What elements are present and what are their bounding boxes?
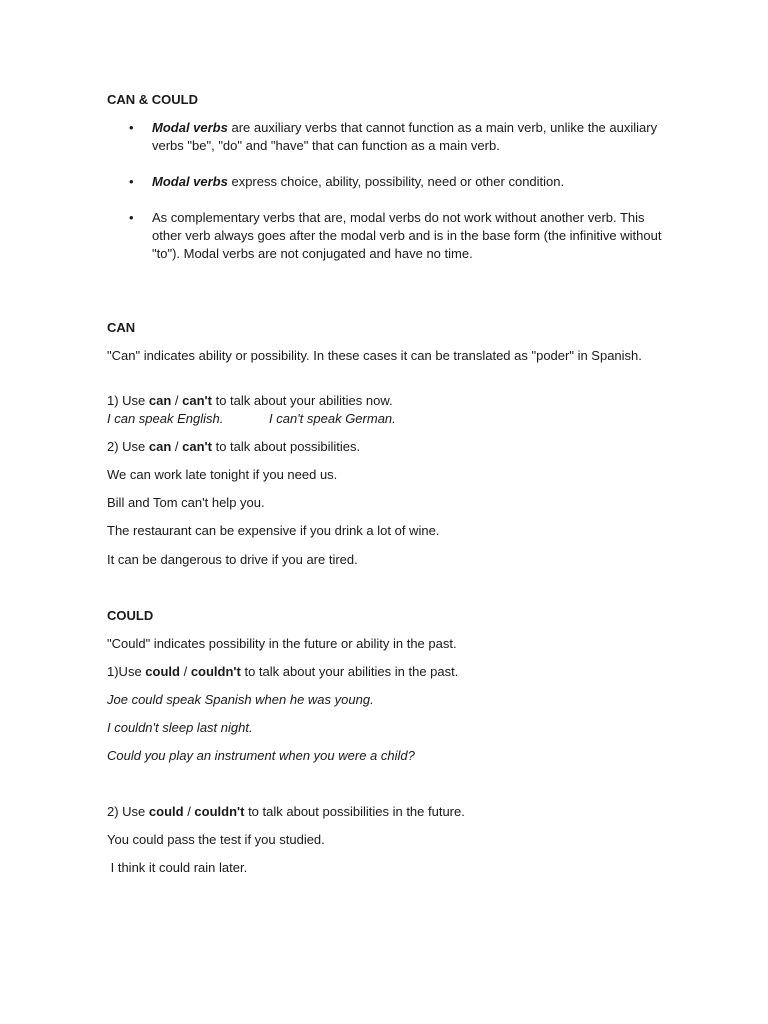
could-rule-1 bbox=[107, 663, 458, 681]
rule-separator: / bbox=[171, 393, 183, 408]
can-rule-2 bbox=[107, 438, 360, 456]
rule-keyword: can't bbox=[182, 393, 212, 408]
can-example-sentence: Bill and Tom can't help you. bbox=[107, 495, 265, 510]
could-example-sentence: I couldn't sleep last night. bbox=[107, 720, 253, 735]
can-rule-1 bbox=[107, 392, 393, 410]
document-title: CAN & COULD bbox=[107, 92, 198, 107]
rule-suffix: to talk about possibilities. bbox=[211, 439, 361, 454]
can-example-sentence: We can work late tonight if you need us. bbox=[107, 467, 338, 482]
could-example-sentence: I think it could rain later. bbox=[107, 860, 248, 875]
can-intro-paragraph: "Can" indicates ability or possibility. In these cases it can be translated as "poder" in Spanish. bbox=[107, 348, 642, 363]
rule-separator: / bbox=[183, 804, 195, 819]
bullet-text: express choice, ability, possibility, need or other condition. bbox=[227, 174, 565, 189]
bullet-dot-icon: • bbox=[129, 210, 134, 225]
rule-keyword: can bbox=[148, 439, 172, 454]
bullet-text: As complementary verbs that are, modal verbs do not work without another verb. This other verb always goes after the modal verb and is in the base form (the infinitive without "to"). Modal verbs are not conjugated and have no time. bbox=[152, 210, 662, 261]
could-example-sentence: Could you play an instrument when you were a child? bbox=[107, 748, 415, 763]
can-example-sentence: The restaurant can be expensive if you drink a lot of wine. bbox=[107, 523, 440, 538]
rule-separator: / bbox=[179, 664, 191, 679]
rule-keyword: could bbox=[145, 664, 180, 679]
rule-separator: / bbox=[171, 439, 183, 454]
rule-suffix: to talk about your abilities in the past. bbox=[240, 664, 459, 679]
rule-keyword: can't bbox=[182, 439, 212, 454]
bullet-bold-term: Modal verbs bbox=[152, 174, 228, 189]
rule-keyword: could bbox=[148, 804, 184, 819]
bullet-dot-icon: • bbox=[129, 120, 134, 135]
can-example-1a: I can speak English. bbox=[107, 411, 224, 426]
rule-prefix: 1) Use bbox=[107, 393, 149, 408]
bullet-bold-term: Modal verbs bbox=[152, 120, 228, 135]
could-section-heading: COULD bbox=[107, 608, 154, 623]
rule-suffix: to talk about your abilities now. bbox=[211, 393, 393, 408]
rule-prefix: 2) Use bbox=[107, 804, 149, 819]
bullet-text: are auxiliary verbs that cannot function as a main verb, unlike the auxiliary verbs "be", "do" and "have" that can function as a main verb. bbox=[152, 120, 658, 153]
can-section-heading: CAN bbox=[107, 320, 136, 335]
could-example-sentence: You could pass the test if you studied. bbox=[107, 832, 325, 847]
could-example-sentence: Joe could speak Spanish when he was young. bbox=[107, 692, 374, 707]
bullet-item bbox=[107, 209, 667, 263]
could-rule-2 bbox=[107, 803, 465, 821]
can-example-1b: I can't speak German. bbox=[269, 411, 396, 426]
rule-keyword: couldn't bbox=[194, 804, 245, 819]
rule-prefix: 1)Use bbox=[107, 664, 146, 679]
rule-keyword: couldn't bbox=[190, 664, 241, 679]
rule-suffix: to talk about possibilities in the future. bbox=[244, 804, 465, 819]
bullet-item bbox=[107, 173, 667, 191]
rule-prefix: 2) Use bbox=[107, 439, 149, 454]
bullet-item bbox=[107, 119, 667, 155]
can-example-sentence: It can be dangerous to drive if you are tired. bbox=[107, 552, 358, 567]
could-intro-paragraph: "Could" indicates possibility in the future or ability in the past. bbox=[107, 636, 457, 651]
bullet-dot-icon: • bbox=[129, 174, 134, 189]
modal-verbs-bullet-list bbox=[107, 119, 667, 281]
rule-keyword: can bbox=[148, 393, 172, 408]
